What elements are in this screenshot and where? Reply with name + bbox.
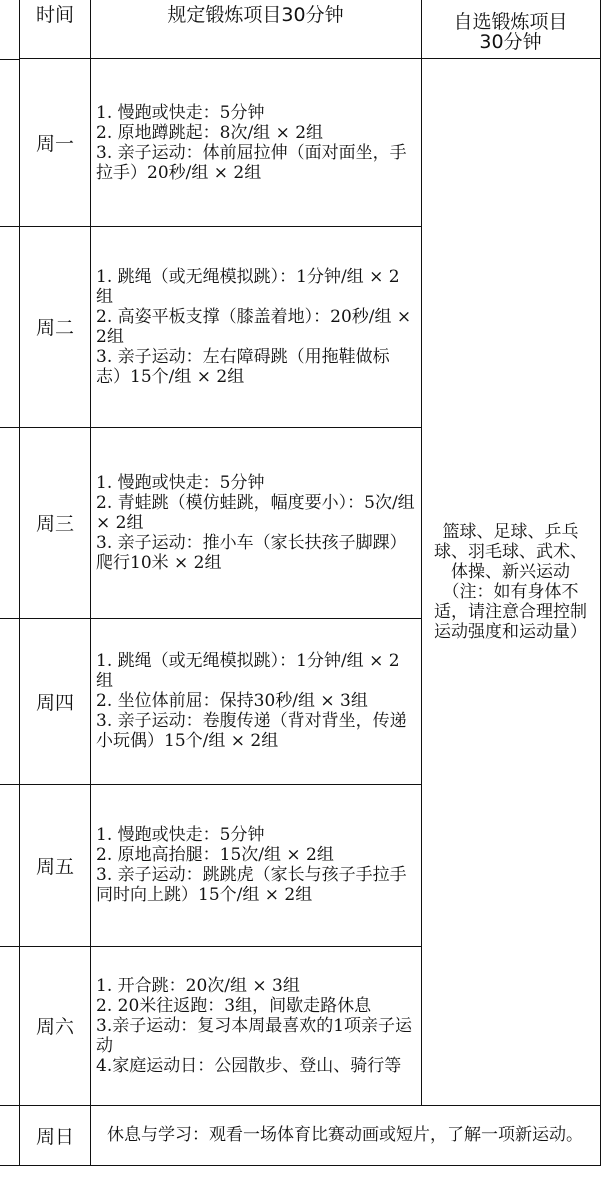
day-cell-monday — [19, 59, 91, 227]
exercise-item: 3.亲子运动：复习本周最喜欢的1项亲子运动 — [96, 1015, 413, 1056]
exercise-item: 2. 原地蹲跳起：8次/组 × 2组 — [96, 122, 324, 143]
required-cell-wednesday — [90, 427, 422, 619]
required-cell-tuesday — [90, 226, 422, 428]
edge-line — [0, 226, 19, 227]
required-cell-friday — [90, 784, 422, 947]
edge-line — [0, 618, 19, 619]
exercise-item: 2. 高姿平板支撑（膝盖着地）：20秒/组 × 2组 — [96, 306, 412, 347]
edge-line — [0, 1105, 19, 1106]
header-time-label: 时间 — [35, 4, 74, 26]
required-cell-thursday — [90, 618, 422, 785]
exercise-item: 2. 坐位体前屈：保持30秒/组 × 3组 — [96, 691, 368, 711]
exercise-item: 3. 亲子运动：左右障碍跳（用拖鞋做标志）15个/组 × 2组 — [96, 346, 390, 387]
day-label: 周二 — [35, 317, 74, 339]
exercise-item: 1. 慢跑或快走：5分钟 — [96, 102, 265, 123]
day-label: 周四 — [35, 691, 74, 714]
edge-line — [0, 427, 19, 428]
day-label: 周一 — [35, 133, 74, 155]
day-cell-friday — [19, 784, 91, 947]
day-cell-saturday — [19, 946, 91, 1106]
exercise-item: 1. 开合跳：20次/组 × 3组 — [96, 975, 300, 996]
exercise-item: 3. 亲子运动：体前屈拉伸（面对面坐，手拉手）20秒/组 × 2组 — [96, 142, 407, 183]
day-label: 周六 — [35, 1016, 74, 1038]
header-elective-label-line2: 30分钟 — [479, 30, 542, 53]
edge-line — [0, 946, 19, 947]
edge-line — [0, 59, 19, 60]
header-elective — [421, 0, 601, 59]
exercise-item: 3. 亲子运动：跳跳虎（家长与孩子手拉手同时向上跳）15个/组 × 2组 — [96, 865, 407, 905]
exercise-item: 4.家庭运动日：公园散步、登山、骑行等 — [96, 1055, 402, 1076]
day-cell-tuesday — [19, 226, 91, 428]
exercise-item: 3. 亲子运动：卷腹传递（背对背坐，传递小玩偶）15个/组 × 2组 — [96, 711, 407, 751]
day-label: 周日 — [35, 1125, 74, 1148]
header-required-label: 规定锻炼项目30分钟 — [167, 4, 344, 26]
day-cell-sunday — [19, 1105, 91, 1166]
header-time — [19, 0, 91, 59]
day-label: 周五 — [35, 855, 74, 878]
exercise-item: 2. 20米往返跑：3组，间歇走路休息 — [96, 995, 372, 1016]
sunday-text: 休息与学习：观看一场体育比赛动画或短片，了解一项新运动。 — [107, 1125, 583, 1145]
required-cell-saturday — [90, 946, 422, 1106]
edge-line — [0, 784, 19, 785]
exercise-item: 2. 青蛙跳（模仿蛙跳，幅度要小）：5次/组 × 2组 — [96, 492, 415, 533]
header-required — [90, 0, 422, 59]
day-cell-thursday — [19, 618, 91, 785]
day-cell-wednesday — [19, 427, 91, 619]
exercise-item: 1. 慢跑或快走：5分钟 — [96, 472, 265, 493]
elective-text: 篮球、足球、乒乓球、羽毛球、武术、体操、新兴运动（注：如有身体不适，请注意合理控制运动强度和运动量） — [434, 522, 587, 642]
day-label: 周三 — [35, 513, 74, 535]
exercise-item: 1. 跳绳（或无绳模拟跳）：1分钟/组 × 2组 — [96, 651, 400, 691]
header-elective-label-line1: 自选锻炼项目 — [453, 10, 568, 33]
required-cell-monday — [90, 59, 422, 227]
elective-cell — [421, 59, 601, 1106]
sunday-cell — [90, 1105, 601, 1166]
exercise-item: 1. 跳绳（或无绳模拟跳）：1分钟/组 × 2组 — [96, 266, 400, 307]
exercise-item: 3. 亲子运动：推小车（家长扶孩子脚踝）爬行10米 × 2组 — [96, 532, 407, 573]
exercise-item: 2. 原地高抬腿：15次/组 × 2组 — [96, 845, 334, 865]
edge-line — [0, 1165, 19, 1166]
exercise-item: 1. 慢跑或快走：5分钟 — [96, 825, 265, 845]
